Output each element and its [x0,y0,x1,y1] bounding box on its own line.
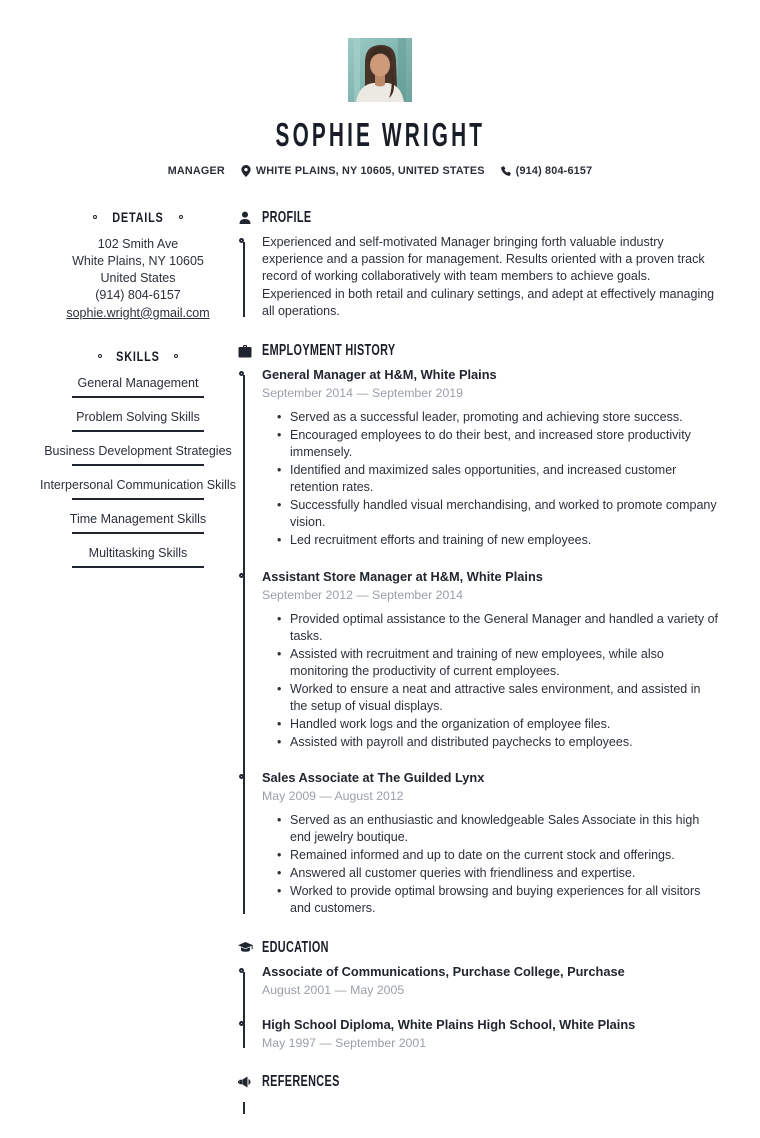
job-dates: September 2014 — September 2019 [262,386,463,401]
employment-section-head [237,342,720,360]
skills-heading-label: SKILLS [116,347,160,364]
location-pin-icon [241,165,251,177]
address-line: United States [100,270,176,285]
ornament-ring-icon [179,215,183,219]
job-bullet: • Served as a successful leader, promoting and achieving store success. [277,409,720,426]
person-icon [237,210,253,226]
skill-label: Interpersonal Communication Skills [40,477,236,492]
skill-level-bar [72,498,204,500]
ornament-ring-icon [174,354,178,358]
job-bullet: • Encouraged employees to do their best, and increased store productivity immensely. [277,427,720,462]
job-title: MANAGER [167,164,225,177]
job-bullet-list [277,611,720,751]
job-entry [262,770,720,917]
timeline-dot [239,968,244,973]
skill-level-bar [72,430,204,432]
skill-item [40,409,236,432]
job-bullet: • Worked to provide optimal browsing and buying experiences for all visitors and customers. [277,883,720,918]
timeline-dot [239,573,244,578]
job-dates: May 2009 — August 2012 [262,788,404,803]
job-bullet: • Handled work logs and the organization of employee files. [277,716,720,733]
references-section [237,1073,720,1116]
skills-heading [40,348,236,364]
skill-level-bar [72,566,204,568]
references-heading: REFERENCES [262,1073,340,1091]
details-heading [40,209,236,225]
job-bullet: • Provided optimal assistance to the General Manager and handled a variety of tasks. [277,611,720,646]
briefcase-icon [237,343,253,359]
skill-level-bar [72,532,204,534]
job-bullet: • Answered all customer queries with friendliness and expertise. [277,865,720,882]
profile-text: Experienced and self-motivated Manager bringing forth valuable industry experience and a passion for management. Results oriented with a proven track record of working collaboratively with team members to achieve goals. Experienced in both retail and culinary settings, and adept at effectively managing all operations. [262,234,715,318]
skill-label: Multitasking Skills [88,545,188,560]
job-bullet: • Worked to ensure a neat and attractive sales environment, and assisted in the setup of visual displays. [277,681,720,716]
job-bullet: • Assisted with recruitment and training of new employees, while also monitoring the productivity of current employees. [277,646,720,681]
address-line: 102 Smith Ave [97,236,179,251]
profile-photo [348,38,412,102]
phone-icon [501,165,511,177]
main-column [237,209,720,1138]
job-entry [262,367,720,549]
candidate-name: SOPHIE WRIGHT [275,116,485,153]
job-title: Assistant Store Manager at H&M, White Plains [262,568,543,584]
job-dates: September 2012 — September 2014 [262,587,463,602]
timeline-dot [239,238,244,243]
education-body [237,964,720,1051]
skill-item [40,375,236,398]
skill-label: Time Management Skills [69,511,207,526]
skill-label: Business Development Strategies [44,443,232,458]
education-title: High School Diploma, White Plains High School, White Plains [262,1017,636,1033]
education-dates: May 1997 — September 2001 [262,1036,427,1051]
education-title: Associate of Communications, Purchase College, Purchase [262,964,625,980]
job-bullet-list [277,812,720,917]
job-bullet: • Assisted with payroll and distributed paychecks to employees. [277,734,720,751]
resume-body [0,209,760,1138]
skill-item [40,545,236,568]
portrait-avatar [348,38,412,102]
employment-section [237,342,720,917]
details-heading-label: DETAILS [112,208,164,225]
phone-line: (914) 804-6157 [95,287,181,302]
employment-body [237,367,720,917]
graduation-cap-icon [237,940,253,956]
skill-label: General Management [77,375,199,390]
sidebar [40,209,236,1138]
job-title: General Manager at H&M, White Plains [262,367,497,383]
job-bullet-list [277,409,720,549]
details-section [40,209,236,322]
job-bullet: • Identified and maximized sales opportunities, and increased customer retention rates. [277,462,720,497]
profile-section [237,209,720,320]
references-body [237,1098,720,1116]
education-entry [262,1017,720,1051]
skill-level-bar [72,464,204,466]
job-title: Sales Associate at The Guilded Lynx [262,769,485,785]
timeline-dot [239,774,244,779]
job-bullet: • Successfully handled visual merchandising, and worked to promote company vision. [277,497,720,532]
education-dates: August 2001 — May 2005 [262,983,405,998]
education-heading: EDUCATION [262,939,329,957]
skill-label: Problem Solving Skills [76,409,200,424]
email-link[interactable]: sophie.wright@gmail.com [66,305,210,320]
location-chunk [241,165,485,177]
job-bullet: • Remained informed and up to date on the current stock and offerings. [277,847,720,864]
timeline-line-start [243,1102,245,1114]
skill-item [40,477,236,500]
phone-text: (914) 804-6157 [515,164,593,177]
education-section-head [237,939,720,957]
job-entry [262,569,720,751]
megaphone-icon [237,1074,253,1090]
header-subtitle [0,165,760,177]
skills-section [40,348,236,568]
ornament-ring-icon [98,354,102,358]
education-entry [262,964,720,998]
education-section [237,939,720,1051]
references-section-head [237,1073,720,1091]
profile-section-head [237,209,720,227]
job-bullet: • Led recruitment efforts and training of new employees. [277,532,720,549]
timeline-dot [239,371,244,376]
skill-item [40,443,236,466]
skill-item [40,511,236,534]
phone-chunk [501,165,593,177]
profile-heading: PROFILE [262,208,312,226]
address-line: White Plains, NY 10605 [72,253,204,268]
ornament-ring-icon [93,215,97,219]
skill-level-bar [72,396,204,398]
timeline-dot [239,1021,244,1026]
job-bullet: • Served as an enthusiastic and knowledgeable Sales Associate in this high end jewelry boutique. [277,812,720,847]
employment-heading: EMPLOYMENT HISTORY [262,342,396,360]
location-text: WHITE PLAINS, NY 10605, UNITED STATES [255,164,485,177]
profile-body [237,234,720,320]
resume-header [0,0,760,177]
